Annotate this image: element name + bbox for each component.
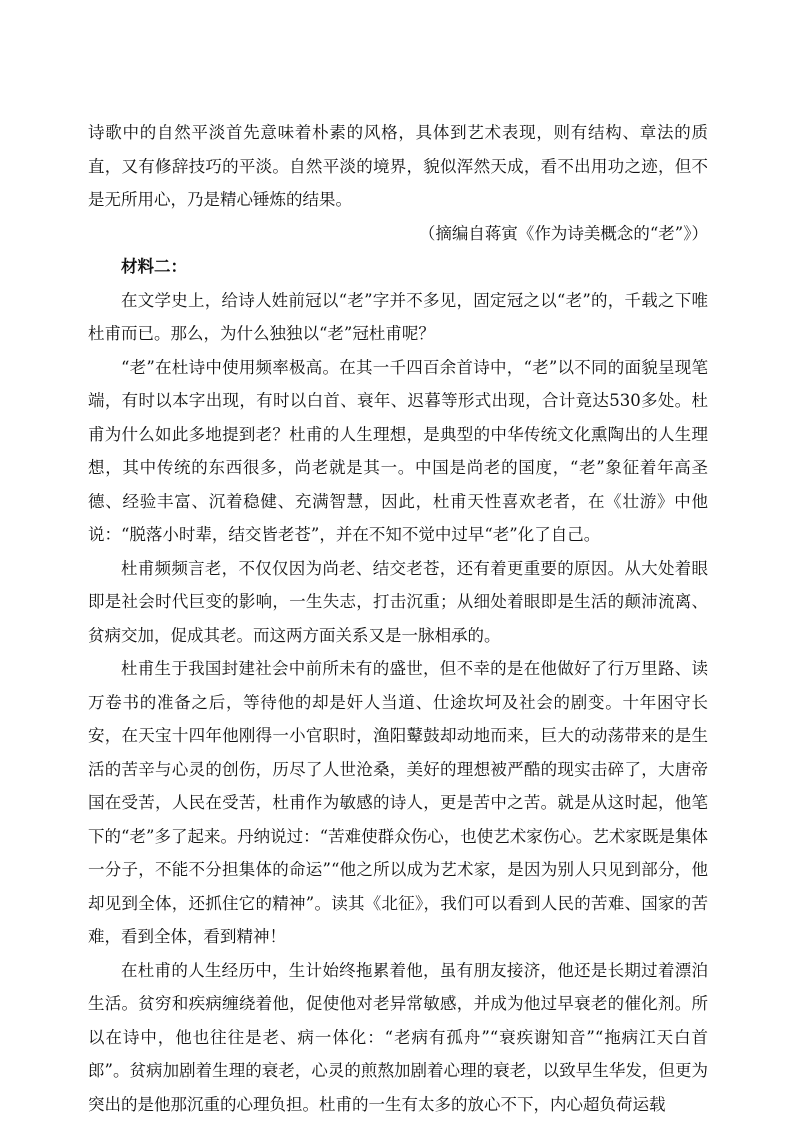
section-heading: 材料二： [121, 257, 187, 276]
paragraph-4: 杜甫生于我国封建社会中前所未有的盛世，但不幸的是在他做好了行万里路、读万卷书的准备之后，等待他的却是奸人当道、仕途坎坷及社会的剧变。十年困守长安，在天宝十四年他刚得一小官职时，渔阳鼙鼓却动地而来，巨大的动荡带来的是生活的苦辛与心灵的创伤，历尽了人世沧桑，美好的理想被严酷的现实击碎了，大唐帝国在受苦，人民在受苦，杜甫作为敏感的诗人，更是苦中之苦。就是从这时起，他笔下的“老”多了起来。丹纳说过：“苦难使群众伤心，也使艺术家伤心。艺术家既是集体一分子，不能不分担集体的命运”“他之所以成为艺术家，是因为别人只见到部分，他却见到全体，还抓住它的精神”。读其《北征》，我们可以看到人民的苦难、国家的苦难，看到全体，看到精神！ [88, 659, 708, 946]
paragraph-3: 杜甫频频言老，不仅仅因为尚老、结交老苍，还有着更重要的原因。从大处着眼即是社会时代巨变的影响，一生失志，打击沉重；从细处着眼即是生活的颠沛流离、贫病交加，促成其老。而这两方面关系又是一脉相承的。 [88, 558, 708, 645]
paragraph-5: 在杜甫的人生经历中，生计始终拖累着他，虽有朋友接济，他还是长期过着漂泊生活。贫穷和疾病缠绕着他，促使他对老异常敏感，并成为他过早衰老的催化剂。所以在诗中，他也往往是老、病一体化：“老病有孤舟”“衰疾谢知音”“拖病江天白首郎”。贫病加剧着生理的衰老，心灵的煎熬加剧着心理的衰老，以致早生华发，但更为突出的是他那沉重的心理负担。杜甫的一生有太多的放心不下，内心超负荷运载 [88, 960, 708, 1114]
paragraph-2: “老”在杜诗中使用频率极高。在其一千四百余首诗中，“老”以不同的面貌呈现笔端，有时以本字出现，有时以白首、衰年、迟暮等形式出现，合计竟达530多处。杜甫为什么如此多地提到老？杜甫的人生理想，是典型的中华传统文化熏陶出的人生理想，其中传统的东西很多，尚老就是其一。中国是尚老的国度，“老”象征着年高圣德、经验丰富、沉着稳健、充满智慧，因此，杜甫天性喜欢老者，在《壮游》中他说：“脱落小时辈，结交皆老苍”，并在不知不觉中过早“老”化了自己。 [88, 357, 708, 544]
text-body [88, 116, 708, 1121]
intro-paragraph: 诗歌中的自然平淡首先意味着朴素的风格，具体到艺术表现，则有结构、章法的质直，又有修辞技巧的平淡。自然平淡的境界，貌似浑然天成，看不出用功之迹，但不是无所用心，乃是精心锤炼的结果。 [88, 123, 708, 209]
citation: （摘编自蒋寅《作为诗美概念的“老”》） [418, 223, 708, 243]
paragraph-1: 在文学史上，给诗人姓前冠以“老”字并不多见，固定冠之以“老”的，千载之下唯杜甫而已。那么，为什么独独以“老”冠杜甫呢？ [88, 290, 708, 343]
